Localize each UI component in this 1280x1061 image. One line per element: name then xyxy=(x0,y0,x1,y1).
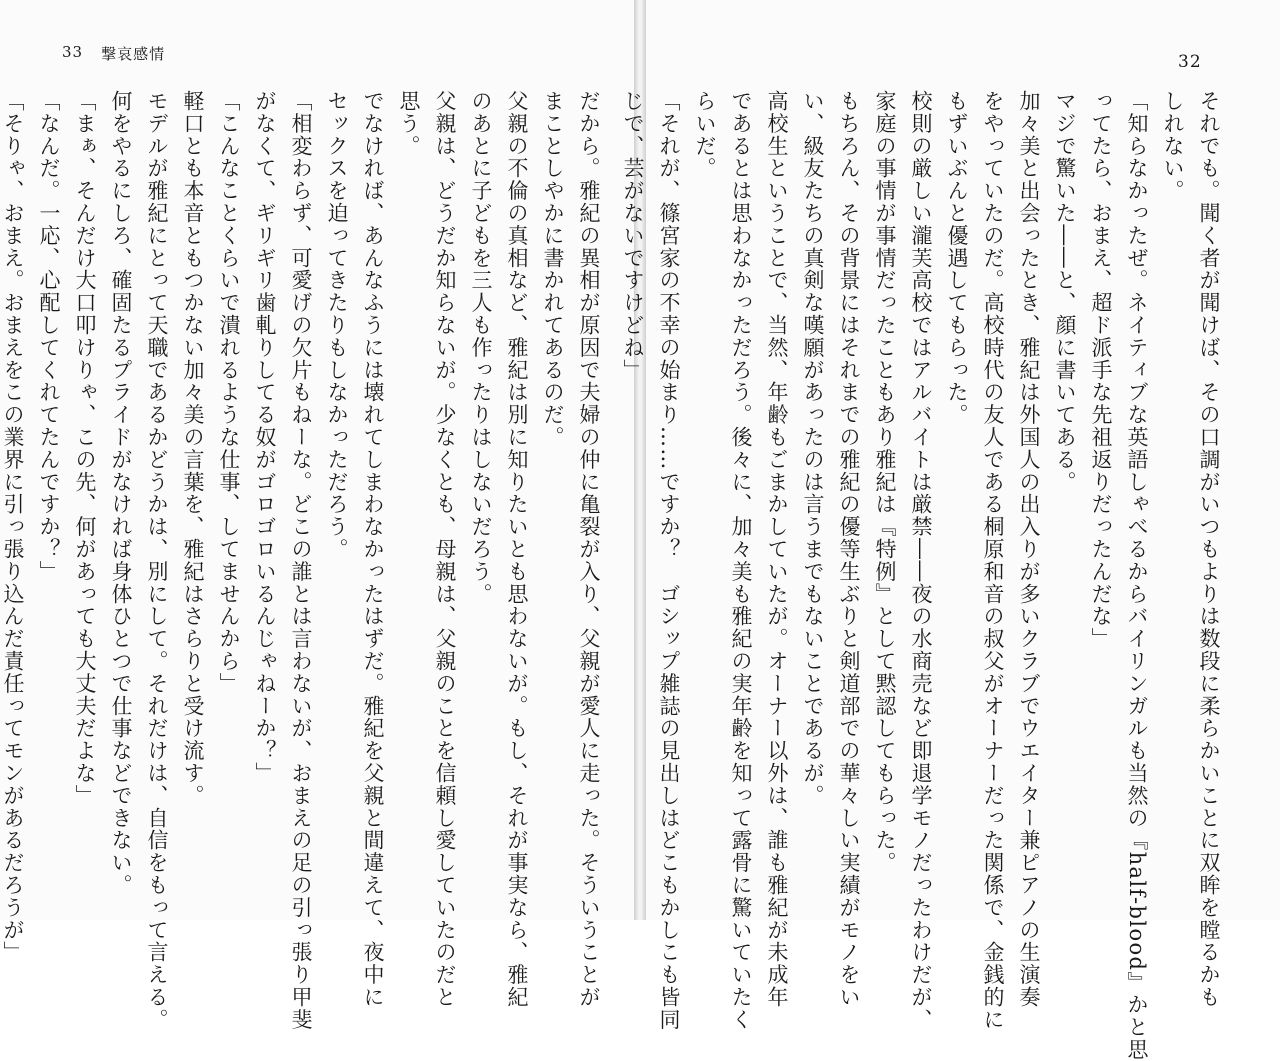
text-line: がなくて、ギリギリ歯軋りしてる奴がゴロゴロいるんじゃねーか？」 xyxy=(253,90,277,785)
text-line: 「相変わらず、可愛げの欠片もねーな。どこの誰とは言わないが、おまえの足の引っ張り甲斐 xyxy=(289,90,313,1031)
text-line: であるとは思わなかっただろう。後々に、加々美も雅紀の実年齢を知って露骨に驚いていたく xyxy=(729,90,753,1031)
text-line: 父親の不倫の真相など、雅紀は別に知りたいとも思わないが。もし、それが事実なら、雅紀 xyxy=(505,90,529,1009)
text-line: 思う。 xyxy=(397,90,421,158)
right-page-number: 32 xyxy=(1178,52,1202,72)
text-line: 校則の厳しい瀧芙高校ではアルバイトは厳禁――夜の水商売など即退学モノだったわけだが、 xyxy=(909,90,933,1031)
left-page-number: 33 xyxy=(62,43,84,61)
text-line: だから。雅紀の異相が原因で夫婦の仲に亀裂が入り、父親が愛人に走った。そういうことが xyxy=(577,90,601,1009)
text-line: まことしやかに書かれてあるのだ。 xyxy=(541,90,565,449)
text-line: 「こんなことくらいで潰れるような仕事、してませんから」 xyxy=(217,90,241,695)
text-line: しれない。 xyxy=(1161,90,1185,202)
text-line: 高校生ということで、当然、年齢もごまかしていたが。オーナー以外は、誰も雅紀が未成年 xyxy=(765,90,789,1009)
text-line: それでも。聞く者が聞けば、その口調がいつもよりは数段に柔らかいことに双眸を瞠るかも xyxy=(1197,90,1221,1009)
text-line: もちろん、その背景にはそれまでの雅紀の優等生ぶりと剣道部での華々しい実績がモノをい xyxy=(837,90,861,1009)
text-line: マジで驚いた――と、顔に書いてある。 xyxy=(1053,90,1077,494)
text-line: モデルが雅紀にとって天職であるかどうかは、別にして。それだけは、自信をもって言える。 xyxy=(145,90,169,1031)
text-line: 父親は、どうだか知らないが。少なくとも、母親は、父親のことを信頼し愛していたのだと xyxy=(433,90,457,1009)
text-line: 家庭の事情が事情だったこともあり雅紀は『特例』として黙認してもらった。 xyxy=(873,90,897,874)
text-line: じで、芸がないですけどね」 xyxy=(621,90,645,382)
text-line: セックスを迫ってきたりもしなかっただろう。 xyxy=(325,90,349,561)
text-line: でなければ、あんなふうには壊れてしまわなかったはずだ。雅紀を父親と間違えて、夜中に xyxy=(361,90,385,1009)
text-line: 「そりゃ、おまえ。おまえをこの業界に引っ張り込んだ責任ってモンがあるだろうが」 xyxy=(1,90,25,964)
text-line: もずいぶんと優遇してもらった。 xyxy=(945,90,969,426)
text-line: をやっていたのだ。高校時代の友人である桐原和音の叔父がオーナーだった関係で、金銭的に xyxy=(981,90,1005,1031)
text-line: い、級友たちの真剣な嘆願があったのは言うまでもないことであるが。 xyxy=(801,90,825,807)
running-title: 撃哀感情 xyxy=(101,45,166,63)
text-line: 加々美と出会ったとき、雅紀は外国人の出入りが多いクラブでウエイター兼ピアノの生演奏 xyxy=(1017,90,1041,1009)
text-line: 「それが、篠宮家の不幸の始まり……ですか？ ゴシップ雑誌の見出しはどこもかしこも皆同 xyxy=(657,90,681,1031)
text-line: 軽口とも本音ともつかない加々美の言葉を、雅紀はさらりと受け流す。 xyxy=(181,90,205,807)
right-page-text xyxy=(621,90,1227,1061)
left-page-text xyxy=(1,90,607,1031)
text-line: ってたら、おまえ、超ド派手な先祖返りだったんだな」 xyxy=(1089,90,1113,650)
left-page-header xyxy=(62,43,165,64)
text-line: のあとに子どもを三人も作ったりはしないだろう。 xyxy=(469,90,493,606)
text-line: 「知らなかったぜ。ネイティブな英語しゃべるからバイリンガルも当然の『half-blood』かと思 xyxy=(1125,90,1149,1061)
text-line: 「なんだ。一応、心配してくれてたんですか？」 xyxy=(37,90,61,583)
text-line: らいだ。 xyxy=(693,90,717,180)
text-line: 何をやるにしろ、確固たるプライドがなければ身体ひとつで仕事などできない。 xyxy=(109,90,133,897)
text-line: 「まぁ、そんだけ大口叩けりゃ、この先、何があっても大丈夫だよな」 xyxy=(73,90,97,807)
